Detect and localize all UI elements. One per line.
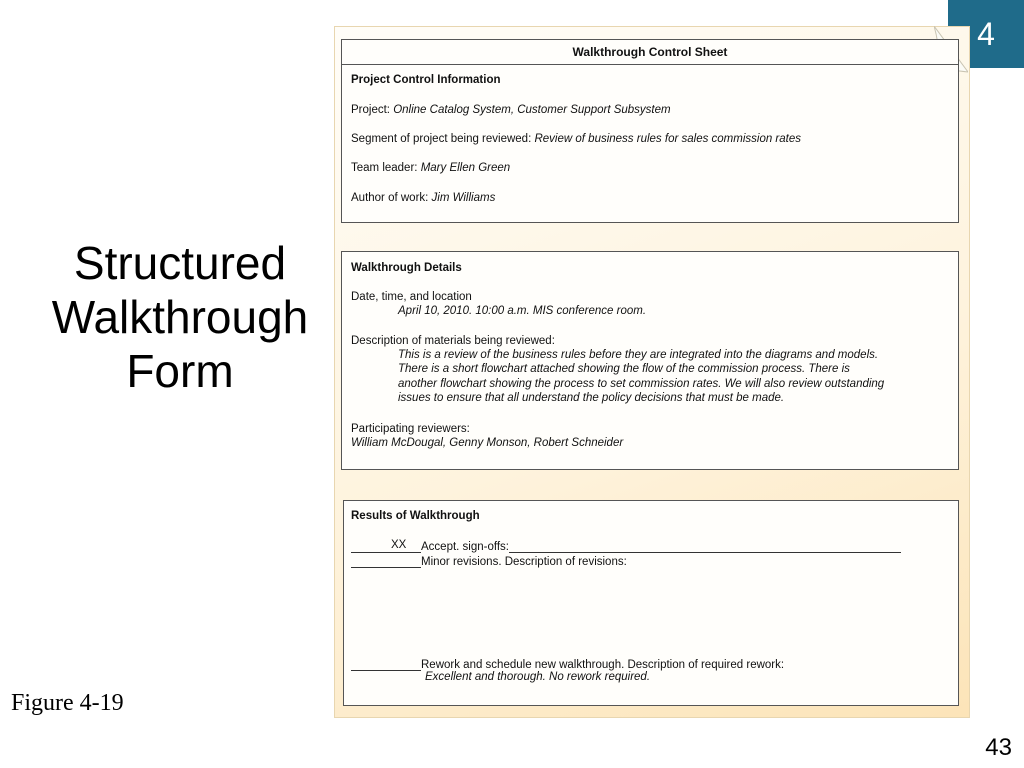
rework-blank xyxy=(351,657,421,671)
materials-line: issues to ensure that all understand the policy decisions that must be made. xyxy=(398,392,785,404)
team-leader-value: Mary Ellen Green xyxy=(420,162,511,174)
reviewers-label: Participating reviewers: xyxy=(351,423,470,435)
title-line: Structured xyxy=(73,237,287,289)
title-line: Form xyxy=(126,345,234,397)
materials-label: Description of materials being reviewed: xyxy=(351,335,555,347)
rework-row xyxy=(351,657,784,671)
chapter-number: 4 xyxy=(977,15,995,52)
materials-line: This is a review of the business rules before they are integrated into the diagrams and models. xyxy=(398,349,879,361)
segment-label: Segment of project being reviewed: xyxy=(351,133,532,145)
minor-label: Minor revisions. Description of revisions: xyxy=(421,556,627,568)
datetime-label: Date, time, and location xyxy=(351,291,472,303)
materials-line: There is a short flowchart attached showing the flow of the commission process. There is xyxy=(398,363,850,375)
project-control-section xyxy=(341,39,959,223)
author-label: Author of work: xyxy=(351,192,429,204)
accept-row xyxy=(351,539,915,554)
slide-title xyxy=(30,236,330,398)
project-control-heading: Project Control Information xyxy=(351,74,501,86)
materials-line: another flowchart showing the process to set commission rates. We will also review outstanding xyxy=(398,378,885,390)
title-line: Walkthrough xyxy=(51,291,309,343)
figure-caption: Figure 4-19 xyxy=(11,690,124,716)
segment-row xyxy=(351,133,801,145)
project-row xyxy=(351,104,671,116)
accept-label: Accept. sign-offs: xyxy=(421,541,509,553)
minor-row xyxy=(351,554,627,568)
segment-value: Review of business rules for sales commission rates xyxy=(534,133,802,145)
author-value: Jim Williams xyxy=(431,192,496,204)
signoff-line xyxy=(509,539,901,553)
rework-label: Rework and schedule new walkthrough. Description of required rework: xyxy=(421,659,785,671)
minor-blank xyxy=(351,554,421,568)
team-leader-label: Team leader: xyxy=(351,162,418,174)
page-number: 43 xyxy=(985,734,1012,761)
walkthrough-details-section xyxy=(341,251,959,470)
project-value: Online Catalog System, Customer Support Subsystem xyxy=(393,104,671,116)
reviewers-value: William McDougal, Genny Monson, Robert Schneider xyxy=(351,437,624,449)
rework-value: Excellent and thorough. No rework required. xyxy=(425,671,651,683)
project-label: Project: xyxy=(351,104,390,116)
details-heading: Walkthrough Details xyxy=(351,262,462,274)
datetime-value: April 10, 2010. 10:00 a.m. MIS conference room. xyxy=(398,305,647,317)
results-heading: Results of Walkthrough xyxy=(351,510,480,522)
accept-mark: XX xyxy=(391,539,407,551)
team-leader-row xyxy=(351,162,510,174)
results-section xyxy=(343,500,959,706)
accept-blank xyxy=(351,539,421,553)
form-title: Walkthrough Control Sheet xyxy=(342,40,958,65)
author-row xyxy=(351,192,495,204)
